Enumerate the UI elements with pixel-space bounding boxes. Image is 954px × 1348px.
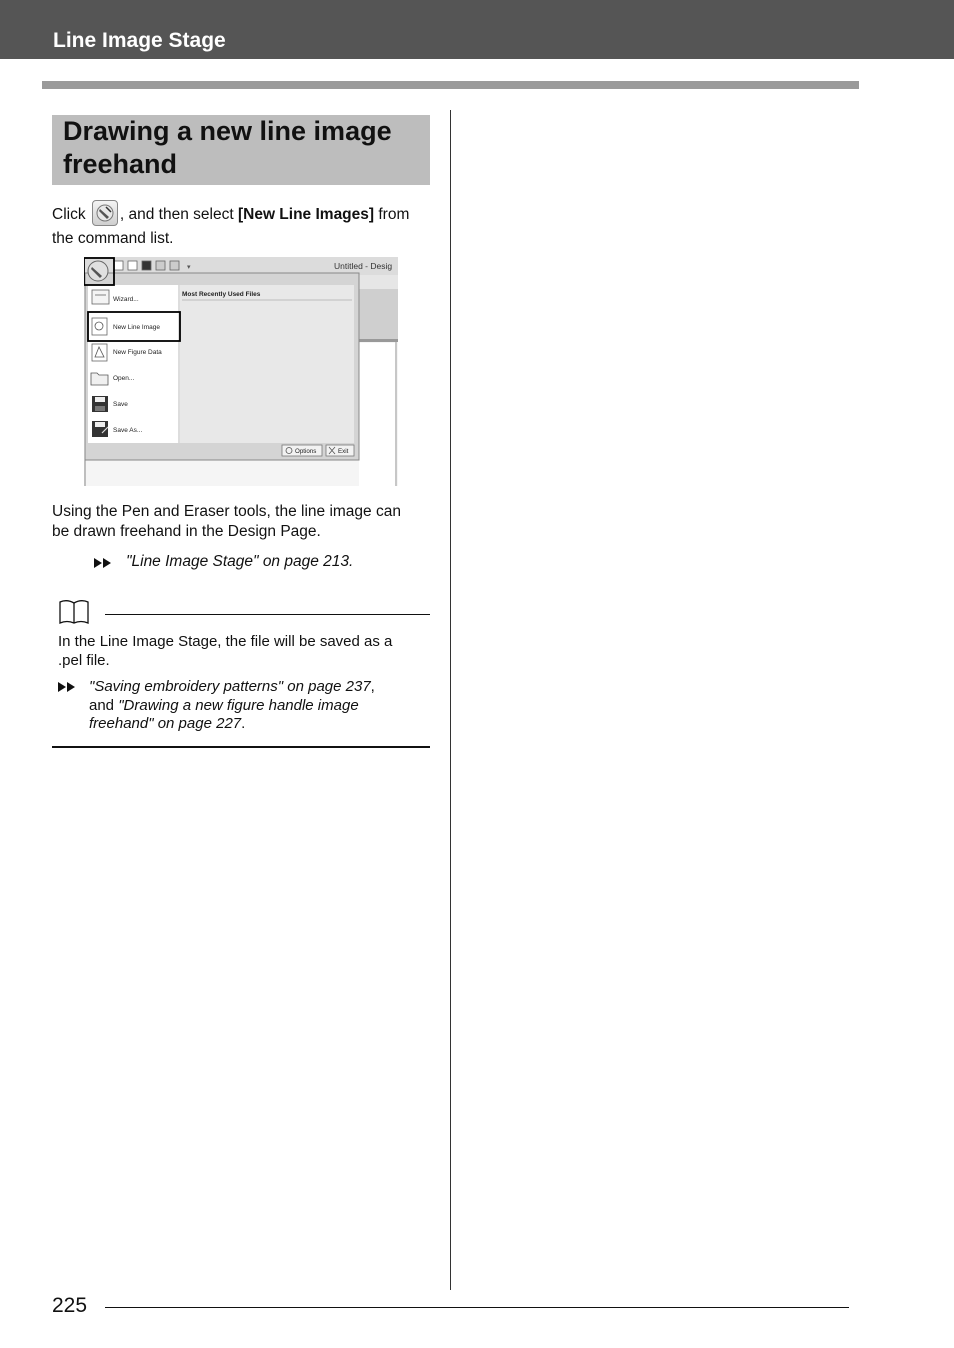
new-line-images-command: [New Line Images] [237,206,375,223]
note-text: In the Line Image Stage, the file will be saved as a .pel file. [58,633,393,669]
note-cross-reference-arrow-icon [58,681,78,693]
intro-line-1: Click , and then select [New Line Images] from [52,200,432,227]
svg-text:Save As...: Save As... [113,427,143,434]
header-rule [42,81,859,89]
section-title-line-2: freehand [63,149,178,179]
application-button-icon [92,200,118,226]
new-line-image-icon [92,318,107,335]
svg-text:New Figure Data: New Figure Data [113,349,162,356]
section-title-line-1: Drawing a new line image [63,116,392,146]
svg-text:Wizard...: Wizard... [113,296,139,303]
book-icon [58,599,90,625]
application-menu-screenshot [84,257,398,486]
section-heading-box [52,115,430,185]
note-ref-link-1[interactable]: "Saving embroidery patterns" on page 237 [89,678,371,695]
intro-paragraph [52,200,432,251]
body-line-2: be drawn freehand in the Design Page. [52,523,321,540]
svg-text:Open...: Open... [113,375,135,382]
note-ref-link-2-cont[interactable]: freehand" on page 227 [89,715,242,732]
options-button[interactable] [282,445,322,456]
svg-text:Save: Save [113,401,128,408]
application-button[interactable] [88,261,108,281]
note-top-rule [105,614,430,615]
svg-text:▾: ▾ [187,264,191,271]
svg-text:New Line Image: New Line Image [113,324,160,331]
section-title [63,115,392,181]
body-cross-reference[interactable]: "Line Image Stage" on page 213. [126,553,354,570]
open-folder-icon [91,373,108,385]
body-line-1: Using the Pen and Eraser tools, the line image can [52,503,401,520]
svg-text:Options: Options [295,448,317,455]
note-ref-link-2[interactable]: "Drawing a new figure handle image [118,696,359,714]
column-divider [450,110,451,1290]
window-title: Untitled - Desig [334,261,393,271]
new-figure-data-icon [92,344,107,361]
body-paragraph [52,502,432,542]
cross-reference-arrow-icon [94,557,114,569]
note-bottom-rule [52,746,430,748]
recent-files-header: Most Recently Used Files [182,291,261,298]
intro-line-2: the command list. [52,230,174,247]
note-cross-reference: "Saving embroidery patterns" on page 237, and "Drawing a new figure handle image freehand" on page 227. [89,678,375,732]
footer-rule [105,1307,849,1308]
header-title: Line Image Stage [53,29,226,52]
page-number: 225 [52,1294,88,1317]
wizard-icon [92,290,109,304]
svg-text:Exit: Exit [338,448,349,455]
exit-button[interactable] [326,445,354,456]
